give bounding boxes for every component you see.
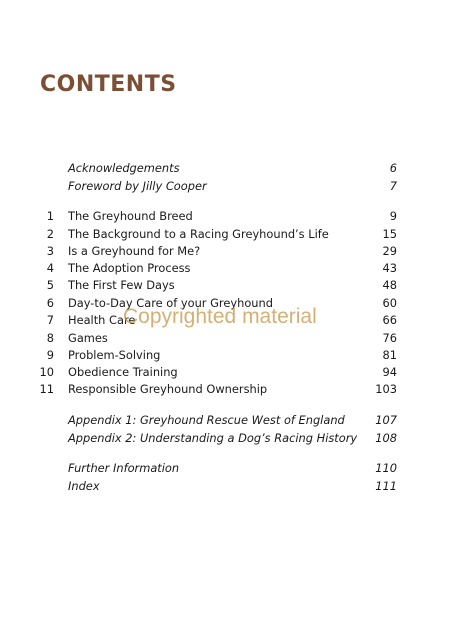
toc-chapter-number: 8	[46, 331, 54, 345]
toc-chapter-number: 6	[46, 296, 54, 310]
toc-entry-acknowledgements[interactable]	[0, 160, 449, 177]
toc-chapter-number: 7	[46, 313, 54, 327]
toc-entry-label: Obedience Training	[68, 365, 178, 379]
toc-chapter-3[interactable]	[0, 243, 449, 260]
toc-chapter-7[interactable]	[0, 312, 449, 329]
toc-entry-page: 9	[389, 209, 397, 223]
toc-chapter-number: 11	[39, 382, 54, 396]
toc-entry-page: 6	[389, 161, 397, 175]
toc-chapter-number: 2	[46, 227, 54, 241]
toc-entry-label: Further Information	[68, 461, 180, 475]
toc-entry-foreword[interactable]	[0, 178, 449, 195]
toc-entry-page: 110	[375, 461, 397, 475]
toc-entry-page: 81	[382, 348, 397, 362]
toc-entry-further-information[interactable]	[0, 460, 449, 477]
toc-entry-label: Day-to-Day Care of your Greyhound	[68, 296, 273, 310]
toc-chapter-11[interactable]	[0, 381, 449, 398]
toc-appendix-1[interactable]	[0, 412, 449, 429]
toc-entry-page: 29	[382, 244, 397, 258]
toc-chapter-1[interactable]	[0, 208, 449, 225]
toc-entry-page: 108	[375, 431, 397, 445]
toc-entry-label: Appendix 2: Understanding a Dog’s Racing History	[68, 431, 358, 445]
toc-chapter-9[interactable]	[0, 347, 449, 364]
toc-entry-label: Health Care	[68, 313, 136, 327]
toc-entry-label: Appendix 1: Greyhound Rescue West of England	[68, 413, 345, 427]
toc-entry-label: Problem-Solving	[68, 348, 161, 362]
toc-entry-page: 66	[382, 313, 397, 327]
toc-entry-label: Index	[68, 479, 100, 493]
toc-chapter-6[interactable]	[0, 295, 449, 312]
toc-chapter-10[interactable]	[0, 364, 449, 381]
toc-appendix-2[interactable]	[0, 430, 449, 447]
toc-chapter-number: 5	[46, 278, 54, 292]
toc-entry-page: 76	[382, 331, 397, 345]
toc-entry-label: The First Few Days	[68, 278, 175, 292]
toc-entry-page: 94	[382, 365, 397, 379]
toc-chapter-8[interactable]	[0, 330, 449, 347]
toc-entry-label: Acknowledgements	[68, 161, 180, 175]
page-title: CONTENTS	[40, 72, 177, 97]
toc-entry-page: 60	[382, 296, 397, 310]
toc-chapter-number: 10	[39, 365, 54, 379]
toc-entry-page: 43	[382, 261, 397, 275]
toc-entry-label: The Background to a Racing Greyhound’s Life	[68, 227, 329, 241]
toc-entry-page: 107	[375, 413, 397, 427]
toc-chapter-4[interactable]	[0, 260, 449, 277]
toc-entry-label: The Greyhound Breed	[68, 209, 193, 223]
toc-entry-page: 103	[375, 382, 397, 396]
toc-entry-page: 15	[382, 227, 397, 241]
toc-entry-label: Games	[68, 331, 108, 345]
toc-chapter-number: 4	[46, 261, 54, 275]
toc-chapter-5[interactable]	[0, 277, 449, 294]
toc-entry-label: Responsible Greyhound Ownership	[68, 382, 268, 396]
copyright-watermark: Copyrighted material	[123, 305, 317, 328]
toc-entry-label: Foreword by Jilly Cooper	[68, 179, 207, 193]
toc-entry-page: 111	[375, 479, 397, 493]
toc-entry-label: The Adoption Process	[68, 261, 191, 275]
toc-entry-page: 7	[389, 179, 397, 193]
toc-chapter-number: 3	[46, 244, 54, 258]
toc-entry-label: Is a Greyhound for Me?	[68, 244, 201, 258]
toc-entry-page: 48	[382, 278, 397, 292]
toc-chapter-number: 9	[46, 348, 54, 362]
toc-chapter-2[interactable]	[0, 226, 449, 243]
toc-chapter-number: 1	[46, 209, 54, 223]
toc-entry-index[interactable]	[0, 478, 449, 495]
